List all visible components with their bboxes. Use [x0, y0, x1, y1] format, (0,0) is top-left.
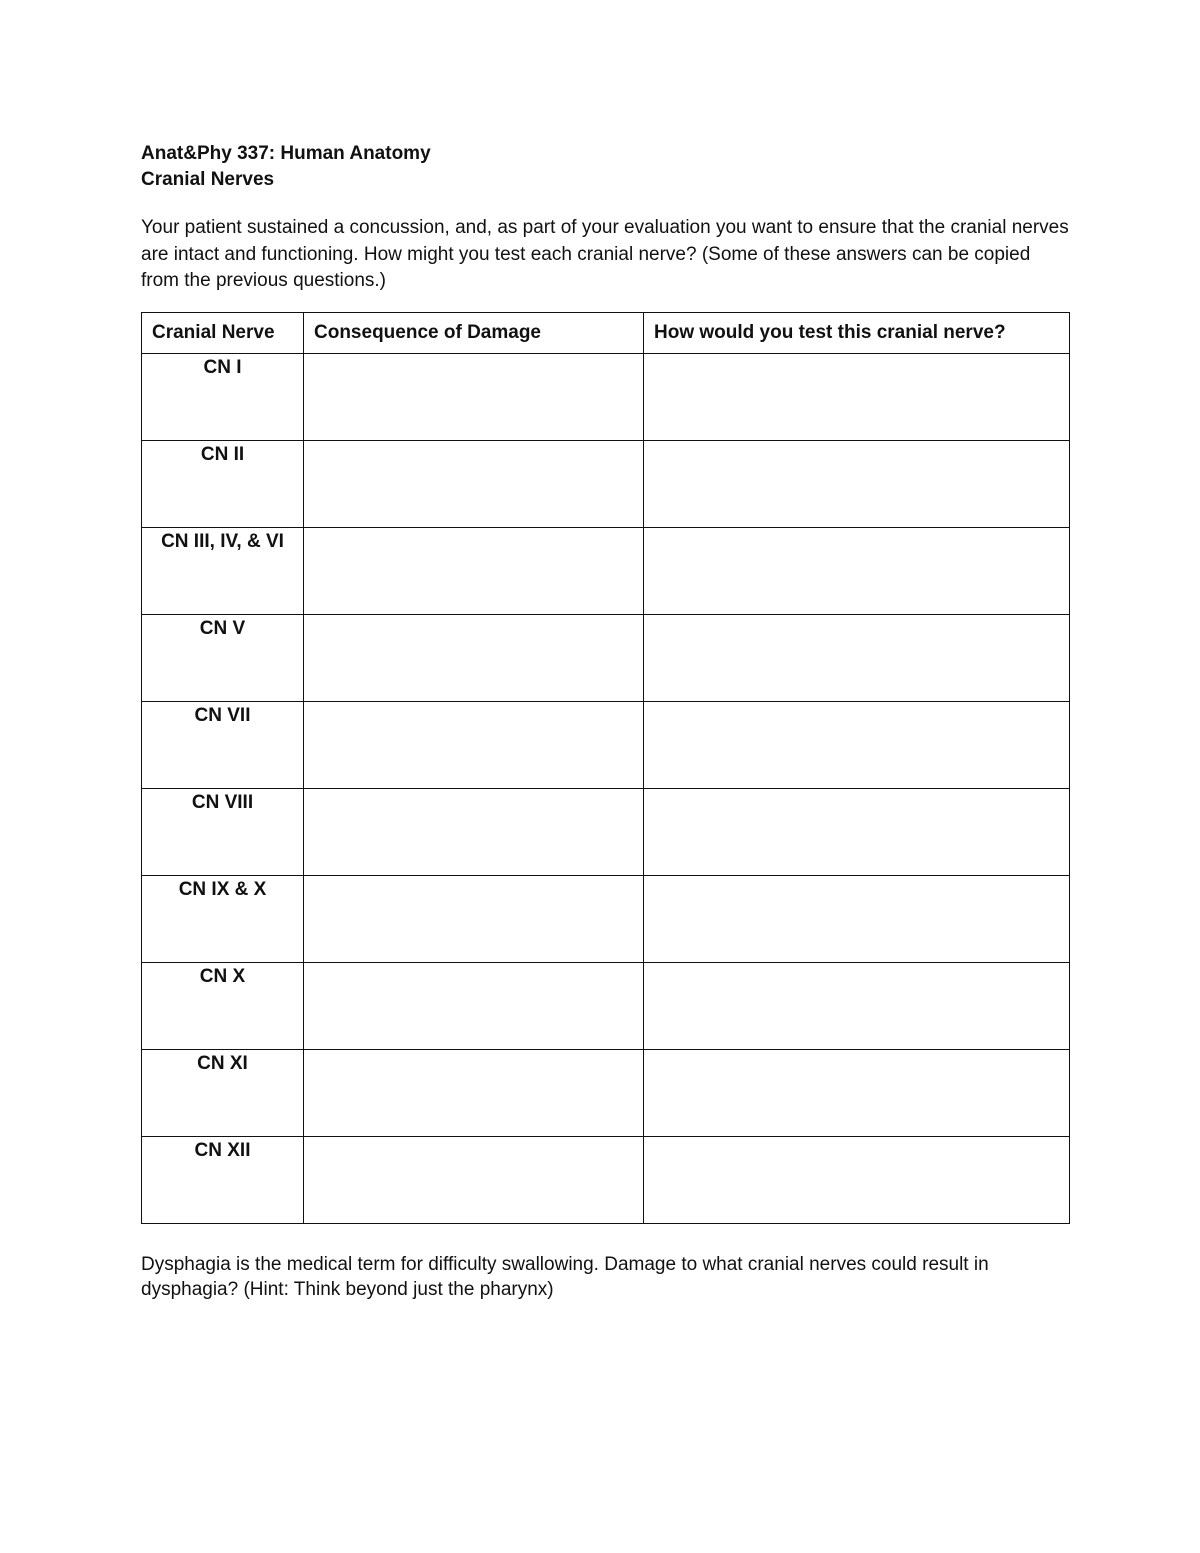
test-answer-cell[interactable]	[644, 615, 1070, 702]
test-answer-cell[interactable]	[644, 963, 1070, 1050]
test-answer-cell[interactable]	[644, 789, 1070, 876]
document-heading	[141, 141, 431, 193]
table-row	[142, 1050, 1070, 1137]
column-header-consequence: Consequence of Damage	[304, 313, 644, 354]
table-row	[142, 615, 1070, 702]
course-title: Anat&Phy 337: Human Anatomy	[141, 143, 431, 164]
column-header-test: How would you test this cranial nerve?	[644, 313, 1070, 354]
cranial-nerve-table	[141, 312, 1070, 1224]
nerve-name-cell: CN XII	[142, 1137, 304, 1224]
intro-paragraph: Your patient sustained a concussion, and, as part of your evaluation you want to ensure that the cranial nerves are intact and functioning. How might you test each cranial nerve? (Some of these answers can be copied from the previous questions.)	[141, 217, 1069, 291]
test-answer-cell[interactable]	[644, 528, 1070, 615]
table-row	[142, 702, 1070, 789]
consequence-answer-cell[interactable]	[304, 1137, 644, 1224]
topic-title: Cranial Nerves	[141, 169, 275, 190]
consequence-answer-cell[interactable]	[304, 615, 644, 702]
consequence-answer-cell[interactable]	[304, 876, 644, 963]
consequence-answer-cell[interactable]	[304, 441, 644, 528]
test-answer-cell[interactable]	[644, 702, 1070, 789]
nerve-name-cell: CN X	[142, 963, 304, 1050]
nerve-name-cell: CN III, IV, & VI	[142, 528, 304, 615]
table-row	[142, 1137, 1070, 1224]
test-answer-cell[interactable]	[644, 876, 1070, 963]
nerve-name-cell: CN VII	[142, 702, 304, 789]
table-row	[142, 963, 1070, 1050]
nerve-name-cell: CN IX & X	[142, 876, 304, 963]
table-row	[142, 876, 1070, 963]
consequence-answer-cell[interactable]	[304, 354, 644, 441]
nerve-name-cell: CN I	[142, 354, 304, 441]
consequence-answer-cell[interactable]	[304, 963, 644, 1050]
table-row	[142, 528, 1070, 615]
consequence-answer-cell[interactable]	[304, 702, 644, 789]
table-row	[142, 789, 1070, 876]
test-answer-cell[interactable]	[644, 354, 1070, 441]
table-header-row	[142, 313, 1070, 354]
nerve-name-cell: CN VIII	[142, 789, 304, 876]
test-answer-cell[interactable]	[644, 1137, 1070, 1224]
test-answer-cell[interactable]	[644, 441, 1070, 528]
column-header-nerve: Cranial Nerve	[142, 313, 304, 354]
dysphagia-question: Dysphagia is the medical term for difficulty swallowing. Damage to what cranial nerves could result in dysphagia? (Hint: Think beyond just the pharynx)	[141, 1254, 989, 1300]
test-answer-cell[interactable]	[644, 1050, 1070, 1137]
nerve-name-cell: CN XI	[142, 1050, 304, 1137]
table-row	[142, 441, 1070, 528]
consequence-answer-cell[interactable]	[304, 528, 644, 615]
consequence-answer-cell[interactable]	[304, 1050, 644, 1137]
nerve-name-cell: CN V	[142, 615, 304, 702]
nerve-name-cell: CN II	[142, 441, 304, 528]
table-row	[142, 354, 1070, 441]
consequence-answer-cell[interactable]	[304, 789, 644, 876]
